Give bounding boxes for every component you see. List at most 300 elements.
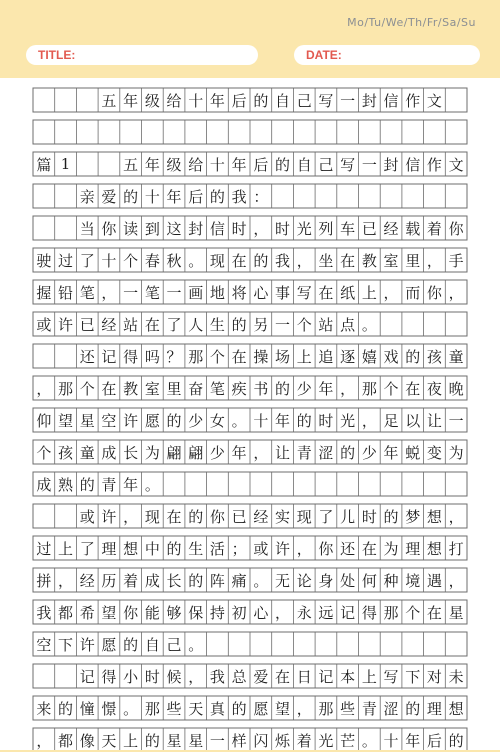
grid-char: 信 xyxy=(383,91,399,110)
grid-char: 自 xyxy=(296,155,312,174)
grid-char: 一 xyxy=(209,731,225,750)
grid-char: 列 xyxy=(318,219,334,238)
grid-char: 来 xyxy=(36,699,52,718)
grid-char: 为 xyxy=(448,443,464,462)
grid-char: 涩 xyxy=(318,443,334,462)
grid-char: 星 xyxy=(188,731,204,750)
grid-char: 星 xyxy=(448,603,464,622)
grid-char: 个 xyxy=(36,443,52,462)
grid-char: 少 xyxy=(209,443,225,462)
grid-char: 爱 xyxy=(101,187,117,206)
grid-char: 的 xyxy=(405,347,421,366)
grid-char: 许 xyxy=(101,507,117,526)
grid-char: 在 xyxy=(340,251,356,270)
grid-char: 望 xyxy=(275,699,291,718)
grid-char: 或 xyxy=(253,539,269,558)
grid-char: 十 xyxy=(101,251,117,270)
grid-char: 那 xyxy=(188,347,204,366)
grid-char: 地 xyxy=(209,283,225,302)
grid-char: 心 xyxy=(253,603,269,622)
grid-char: 一 xyxy=(448,411,464,430)
grid-char: 天 xyxy=(101,731,117,750)
grid-char: 驶 xyxy=(36,251,52,270)
grid-char: 变 xyxy=(426,443,442,462)
grid-char: 人 xyxy=(188,315,204,334)
grid-char: 的 xyxy=(253,91,269,110)
grid-char: 实 xyxy=(275,507,291,526)
grid-char: 记 xyxy=(79,667,95,686)
grid-char: ？ xyxy=(166,347,182,366)
grid-char: 逐 xyxy=(340,347,356,366)
grid-char: 翩 xyxy=(188,443,204,462)
grid-char: 的 xyxy=(405,699,421,718)
grid-char: 想 xyxy=(123,539,139,558)
grid-char: 你 xyxy=(209,507,225,526)
grid-char: 仰 xyxy=(36,411,52,430)
grid-char: 希 xyxy=(79,603,95,622)
grid-char: 闪 xyxy=(253,731,269,750)
date-field[interactable] xyxy=(294,45,480,65)
grid-char: 爱 xyxy=(253,667,269,686)
grid-char: 长 xyxy=(166,571,182,590)
grid-char: 翩 xyxy=(166,443,182,462)
grid-char: 吗 xyxy=(144,347,160,366)
grid-char: 历 xyxy=(101,571,117,590)
grid-char: 在 xyxy=(275,667,291,686)
grid-char: 十 xyxy=(144,187,160,206)
grid-char: 亲 xyxy=(79,187,95,206)
grid-char: 车 xyxy=(340,219,356,238)
grid-char: 或 xyxy=(36,315,52,334)
grid-char: 的 xyxy=(123,187,139,206)
grid-char: 天 xyxy=(188,699,204,718)
grid-char: 在 xyxy=(231,251,247,270)
grid-char: 我 xyxy=(275,251,291,270)
grid-char: 儿 xyxy=(340,507,356,526)
grid-char: 个 xyxy=(405,603,421,622)
grid-char: ， xyxy=(296,539,312,558)
grid-char: ， xyxy=(36,379,52,398)
grid-char: 嬉 xyxy=(361,347,377,366)
grid-char: 生 xyxy=(209,315,225,334)
grid-char: 时 xyxy=(361,507,377,526)
grid-char: 年 xyxy=(123,475,139,494)
grid-char: 十 xyxy=(253,411,269,430)
title-field[interactable] xyxy=(26,45,258,65)
grid-char: 经 xyxy=(253,507,269,526)
grid-char: 级 xyxy=(144,91,160,110)
grid-char: 在 xyxy=(231,347,247,366)
grid-char: 在 xyxy=(166,507,182,526)
grid-char: 够 xyxy=(166,603,182,622)
grid-char: 生 xyxy=(188,539,204,558)
grid-char: 年 xyxy=(144,155,160,174)
grid-char: 年 xyxy=(123,91,139,110)
grid-char: 愿 xyxy=(144,411,160,430)
grid-char: 童 xyxy=(448,347,464,366)
grid-char: 个 xyxy=(383,379,399,398)
grid-char: 让 xyxy=(275,443,291,462)
grid-char: 长 xyxy=(123,443,139,462)
grid-char: 一 xyxy=(123,283,139,302)
grid-char: 的 xyxy=(209,187,225,206)
grid-char: 了 xyxy=(79,539,95,558)
grid-char: 年 xyxy=(231,443,247,462)
grid-char: 载 xyxy=(405,219,421,238)
grid-char: 远 xyxy=(318,603,334,622)
grid-char: 信 xyxy=(209,219,225,238)
grid-char: 或 xyxy=(79,507,95,526)
grid-char: 的 xyxy=(79,475,95,494)
grid-char: 画 xyxy=(188,283,204,302)
grid-char: 我 xyxy=(36,603,52,622)
grid-char: 还 xyxy=(79,347,95,366)
grid-char: ， xyxy=(275,603,291,622)
grid-char: 写 xyxy=(318,91,334,110)
grid-char: 己 xyxy=(296,91,312,110)
grid-char: 为 xyxy=(144,443,160,462)
grid-char: 那 xyxy=(318,699,334,718)
grid-char: 空 xyxy=(101,411,117,430)
grid-char: 光 xyxy=(296,219,312,238)
grid-char: 经 xyxy=(79,571,95,590)
grid-char: 拼 xyxy=(36,571,52,590)
date-label: DATE: xyxy=(306,48,342,62)
grid-char: 封 xyxy=(383,155,399,174)
grid-char: 后 xyxy=(426,731,442,750)
grid-char: 理 xyxy=(405,539,421,558)
grid-char: 境 xyxy=(405,571,421,590)
grid-char: 得 xyxy=(123,347,139,366)
grid-char: 铅 xyxy=(58,283,74,302)
grid-char: 许 xyxy=(275,539,291,558)
grid-char: 许 xyxy=(79,635,95,654)
grid-char: 候 xyxy=(166,667,182,686)
grid-char: 星 xyxy=(79,411,95,430)
grid-char: 着 xyxy=(123,571,139,590)
grid-char: 已 xyxy=(79,315,95,334)
grid-char: 青 xyxy=(361,699,377,718)
grid-char: 的 xyxy=(275,379,291,398)
grid-char: 的 xyxy=(144,731,160,750)
grid-char: 保 xyxy=(188,603,204,622)
grid-char: 的 xyxy=(123,635,139,654)
grid-char: 一 xyxy=(275,315,291,334)
grid-char: ， xyxy=(383,283,399,302)
grid-char: 信 xyxy=(405,155,421,174)
grid-char: 心 xyxy=(253,283,269,302)
grid-char: 。 xyxy=(231,411,247,430)
grid-char: 在 xyxy=(101,379,117,398)
grid-char: 那 xyxy=(361,379,377,398)
grid-char: 真 xyxy=(209,699,225,718)
grid-char: 望 xyxy=(58,411,74,430)
grid-char: ， xyxy=(188,667,204,686)
grid-char: 已 xyxy=(231,507,247,526)
grid-char: 初 xyxy=(231,603,247,622)
grid-char: ， xyxy=(101,283,117,302)
grid-char: 手 xyxy=(448,251,464,270)
grid-char: 十 xyxy=(209,155,225,174)
grid-char: 想 xyxy=(426,507,442,526)
grid-char: 能 xyxy=(144,603,160,622)
grid-char: 春 xyxy=(144,251,160,270)
grid-char: 篇 xyxy=(36,155,52,174)
grid-char: 站 xyxy=(318,315,334,334)
grid-char: 封 xyxy=(361,91,377,110)
grid-char: 后 xyxy=(231,91,247,110)
grid-char: 愿 xyxy=(101,635,117,654)
grid-char: 年 xyxy=(166,187,182,206)
grid-char: 那 xyxy=(144,699,160,718)
grid-char: 文 xyxy=(448,155,464,174)
grid-char: 的 xyxy=(58,699,74,718)
grid-char: 痛 xyxy=(231,571,247,590)
grid-char: 成 xyxy=(144,571,160,590)
grid-char: 的 xyxy=(231,315,247,334)
grid-char: 现 xyxy=(144,507,160,526)
grid-char: 。 xyxy=(188,635,204,654)
grid-char: ， xyxy=(340,379,356,398)
grid-char: 身 xyxy=(318,571,334,590)
grid-char: 让 xyxy=(426,411,442,430)
grid-char: 成 xyxy=(36,475,52,494)
grid-char: 梦 xyxy=(405,507,421,526)
grid-char: 上 xyxy=(361,667,377,686)
grid-char: 了 xyxy=(79,251,95,270)
grid-char: 自 xyxy=(144,635,160,654)
grid-char: 活 xyxy=(209,539,225,558)
grid-char: 读 xyxy=(123,219,139,238)
grid-char: 都 xyxy=(58,603,74,622)
grid-char: 时 xyxy=(231,219,247,238)
grid-char: 后 xyxy=(253,155,269,174)
grid-char: 戏 xyxy=(383,347,399,366)
grid-char: 永 xyxy=(296,603,312,622)
grid-char: 的 xyxy=(166,539,182,558)
grid-char: 写 xyxy=(340,155,356,174)
grid-char: 总 xyxy=(231,667,247,686)
grid-char: 的 xyxy=(231,699,247,718)
grid-char: 年 xyxy=(275,411,291,430)
grid-char: 打 xyxy=(448,539,464,558)
grid-char: 着 xyxy=(426,219,442,238)
grid-char: 年 xyxy=(383,443,399,462)
grid-char: 青 xyxy=(101,475,117,494)
grid-char: 书 xyxy=(253,379,269,398)
grid-char: 我 xyxy=(209,667,225,686)
grid-char: 操 xyxy=(253,347,269,366)
grid-char: 成 xyxy=(101,443,117,462)
grid-char: 在 xyxy=(144,315,160,334)
grid-char: 一 xyxy=(340,91,356,110)
grid-char: 想 xyxy=(426,539,442,558)
grid-char: 的 xyxy=(448,731,464,750)
grid-char: 。 xyxy=(123,699,139,718)
grid-char: ， xyxy=(426,251,442,270)
grid-char: 疾 xyxy=(231,379,247,398)
grid-char: 的 xyxy=(188,571,204,590)
grid-char: 写 xyxy=(296,283,312,302)
grid-char: 而 xyxy=(405,283,421,302)
grid-char: 你 xyxy=(426,283,442,302)
grid-char: 笔 xyxy=(79,283,95,302)
grid-char: 时 xyxy=(275,219,291,238)
grid-char: 个 xyxy=(209,347,225,366)
grid-char: 想 xyxy=(448,699,464,718)
grid-char: 处 xyxy=(340,571,356,590)
grid-char: 奋 xyxy=(188,379,204,398)
grid-char: 的 xyxy=(188,507,204,526)
grid-char: 五 xyxy=(123,155,139,174)
grid-char: 上 xyxy=(58,539,74,558)
grid-char: 个 xyxy=(296,315,312,334)
grid-char: 1 xyxy=(60,155,71,173)
grid-char: 教 xyxy=(123,379,139,398)
grid-char: ， xyxy=(58,571,74,590)
grid-char: 你 xyxy=(448,219,464,238)
grid-char: 芒 xyxy=(340,731,356,750)
grid-char: 样 xyxy=(231,731,247,750)
grid-char: 里 xyxy=(405,251,421,270)
grid-char: ， xyxy=(361,411,377,430)
grid-char: 自 xyxy=(275,91,291,110)
grid-char: 笔 xyxy=(144,283,160,302)
grid-char: 年 xyxy=(405,731,421,750)
grid-char: 未 xyxy=(448,667,464,686)
grid-char: 憬 xyxy=(101,699,117,718)
grid-char: 里 xyxy=(166,379,182,398)
grid-char: 记 xyxy=(318,667,334,686)
grid-char: 年 xyxy=(231,155,247,174)
grid-char: 。 xyxy=(361,315,377,334)
grid-char: ； xyxy=(231,539,247,558)
grid-char: 文 xyxy=(426,91,442,110)
grid-char: 在 xyxy=(361,539,377,558)
grid-char: 以 xyxy=(405,411,421,430)
grid-char: 己 xyxy=(318,155,334,174)
grid-char: 在 xyxy=(318,283,334,302)
grid-char: 得 xyxy=(101,667,117,686)
grid-char: 五 xyxy=(101,91,117,110)
grid-char: 给 xyxy=(166,91,182,110)
grid-char: 光 xyxy=(318,731,334,750)
grid-char: 作 xyxy=(426,155,442,174)
grid-char: 追 xyxy=(318,347,334,366)
grid-char: 都 xyxy=(58,731,74,750)
grid-char: 本 xyxy=(340,667,356,686)
grid-char: 坐 xyxy=(318,251,334,270)
grid-char: 记 xyxy=(101,347,117,366)
grid-char: 。 xyxy=(361,731,377,750)
grid-char: 为 xyxy=(383,539,399,558)
grid-char: 了 xyxy=(166,315,182,334)
grid-char: 在 xyxy=(426,603,442,622)
grid-char: 的 xyxy=(253,251,269,270)
grid-char: 星 xyxy=(166,731,182,750)
grid-char: 夜 xyxy=(426,379,442,398)
grid-char: 个 xyxy=(123,251,139,270)
grid-char: 场 xyxy=(275,347,291,366)
grid-char: 些 xyxy=(166,699,182,718)
grid-char: 涩 xyxy=(383,699,399,718)
grid-char: 经 xyxy=(383,219,399,238)
grid-char: 望 xyxy=(101,603,117,622)
grid-char: 给 xyxy=(188,155,204,174)
grid-char: 愿 xyxy=(253,699,269,718)
grid-char: 时 xyxy=(318,411,334,430)
grid-char: 握 xyxy=(36,283,52,302)
grid-char: 得 xyxy=(361,603,377,622)
grid-char: 另 xyxy=(253,315,269,334)
grid-char: 青 xyxy=(296,443,312,462)
grid-char: 憧 xyxy=(79,699,95,718)
grid-char: 到 xyxy=(144,219,160,238)
grid-char: 你 xyxy=(318,539,334,558)
grid-char: 的 xyxy=(340,443,356,462)
grid-char: 的 xyxy=(296,411,312,430)
grid-char: 作 xyxy=(405,91,421,110)
grid-char: 个 xyxy=(79,379,95,398)
grid-char: 事 xyxy=(275,283,291,302)
grid-char: 年 xyxy=(318,379,334,398)
grid-char: 的 xyxy=(166,411,182,430)
grid-char: 足 xyxy=(383,411,399,430)
grid-char: ， xyxy=(123,507,139,526)
grid-char: 笔 xyxy=(209,379,225,398)
grid-char: 一 xyxy=(361,155,377,174)
grid-char: 日 xyxy=(296,667,312,686)
grid-char: 女 xyxy=(209,411,225,430)
grid-char: 烁 xyxy=(275,731,291,750)
grid-char: 光 xyxy=(340,411,356,430)
grid-char: ， xyxy=(448,507,464,526)
grid-char: ， xyxy=(296,251,312,270)
grid-char: 上 xyxy=(361,283,377,302)
grid-char: 对 xyxy=(426,667,442,686)
grid-char: 将 xyxy=(231,283,247,302)
grid-char: ， xyxy=(36,731,52,750)
grid-char: 过 xyxy=(58,251,74,270)
grid-char: 写 xyxy=(383,667,399,686)
grid-char: 点 xyxy=(340,315,356,334)
grid-char: 着 xyxy=(296,731,312,750)
grid-char: 十 xyxy=(188,91,204,110)
grid-char: 小 xyxy=(123,667,139,686)
grid-char: 中 xyxy=(144,539,160,558)
grid-char: 后 xyxy=(188,187,204,206)
grid-char: 孩 xyxy=(426,347,442,366)
grid-char: 许 xyxy=(58,315,74,334)
grid-char: 纸 xyxy=(340,283,356,302)
grid-char: 种 xyxy=(383,571,399,590)
grid-char: ， xyxy=(253,219,269,238)
title-label: TITLE: xyxy=(38,48,76,62)
grid-char: 教 xyxy=(361,251,377,270)
grid-char: ， xyxy=(448,283,464,302)
grid-char: 了 xyxy=(318,507,334,526)
grid-char: 少 xyxy=(296,379,312,398)
grid-char: 持 xyxy=(209,603,225,622)
grid-char: 现 xyxy=(296,507,312,526)
grid-char: 下 xyxy=(405,667,421,686)
grid-char: 下 xyxy=(58,635,74,654)
grid-char: 时 xyxy=(144,667,160,686)
grid-char: 级 xyxy=(166,155,182,174)
weekday-selector: Mo/Tu/We/Th/Fr/Sa/Su xyxy=(347,16,476,29)
grid-char: ， xyxy=(448,571,464,590)
grid-char: 这 xyxy=(166,219,182,238)
